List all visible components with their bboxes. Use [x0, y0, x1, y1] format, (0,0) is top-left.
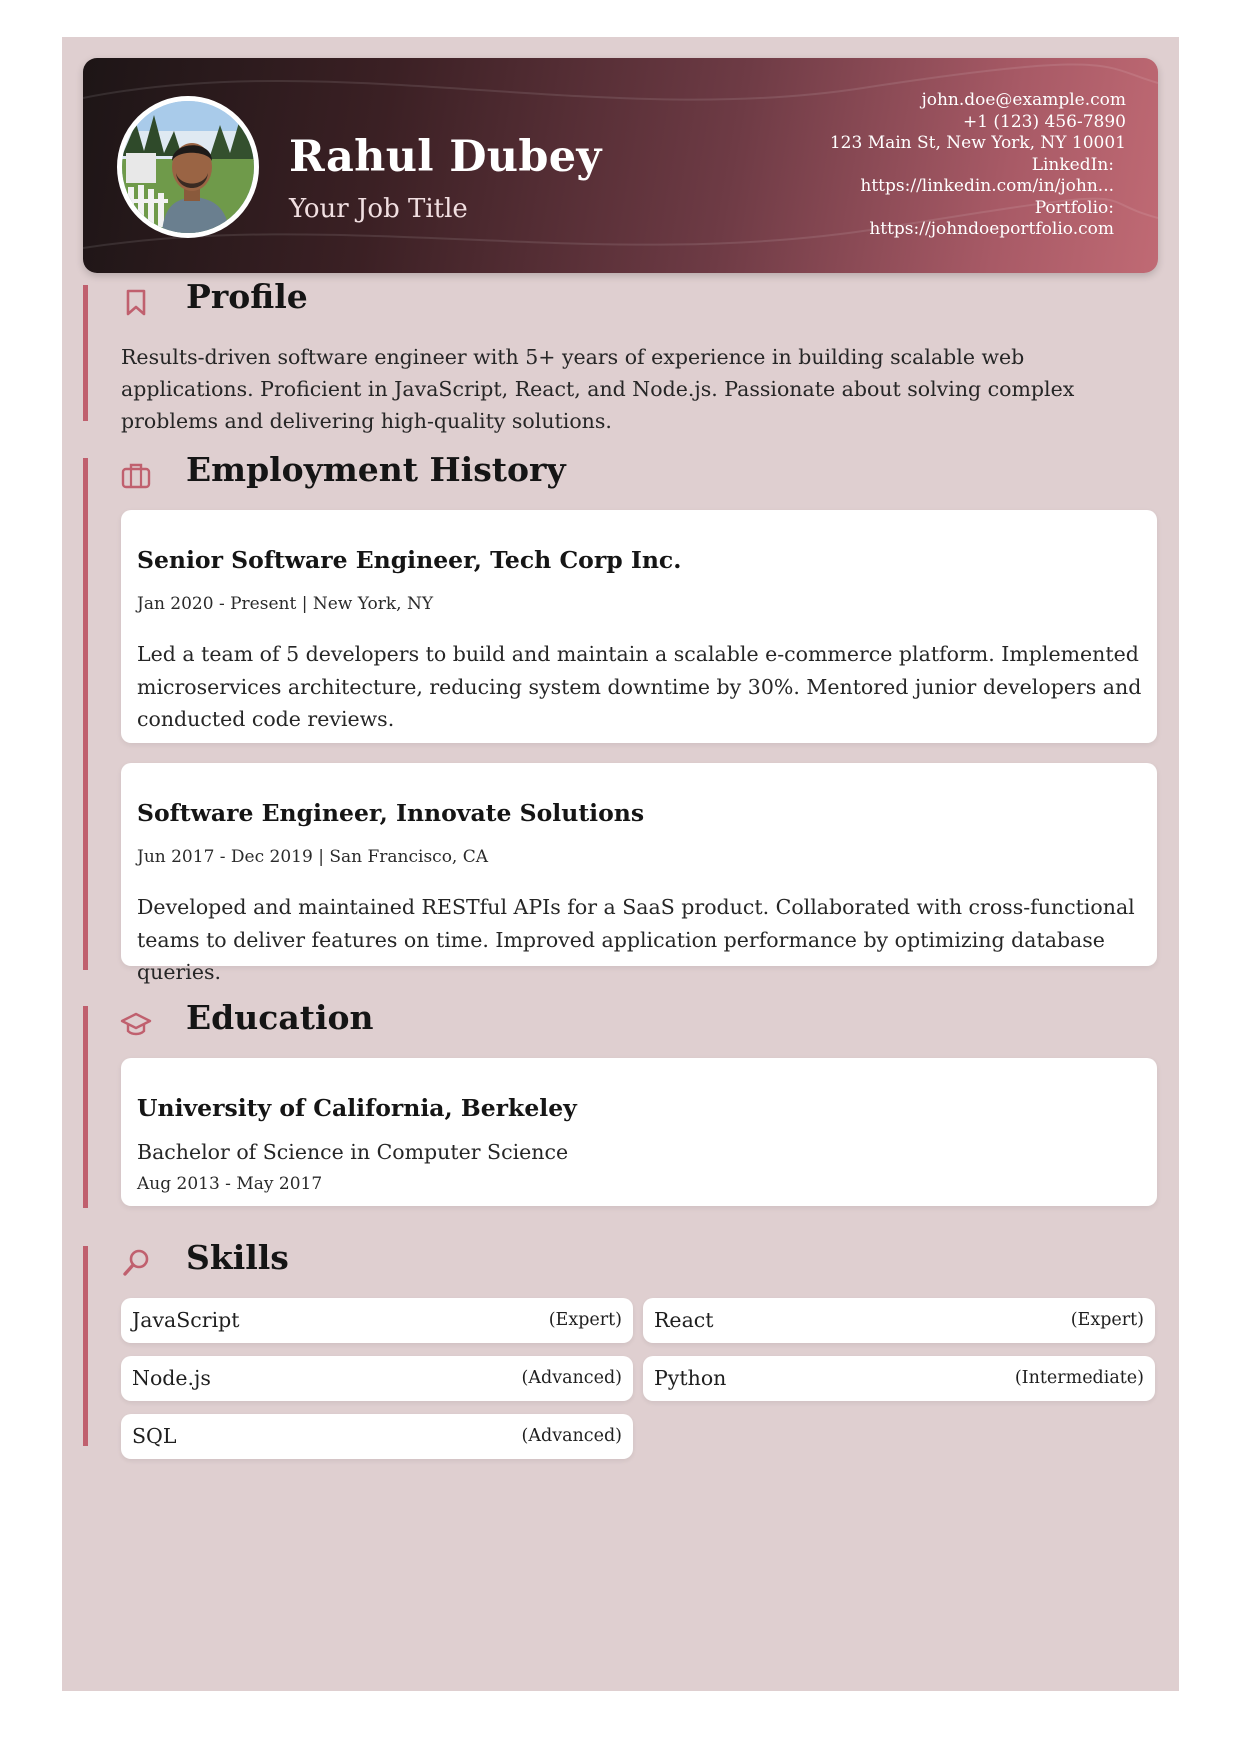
profile-summary: Results-driven software engineer with 5+ years of experience in building scalable web applications. Proficient in JavaScript, React, and Node.js. Passionate about solving complex problems and delivering high-quality solutions.	[121, 345, 1075, 433]
candidate-name: Rahul Dubey	[289, 132, 602, 182]
graduation-cap-icon	[119, 1006, 153, 1040]
education-card	[121, 1058, 1157, 1206]
job-title-company: Software Engineer, Innovate Solutions	[137, 799, 645, 827]
skill-item	[643, 1298, 1155, 1343]
section-title-employment: Employment History	[186, 450, 566, 489]
contact-email[interactable]: john.doe@example.com	[921, 90, 1126, 110]
skill-item	[121, 1298, 633, 1343]
profile-section	[83, 277, 1158, 433]
skill-level: (Intermediate)	[1014, 1368, 1144, 1388]
section-title-education: Education	[186, 998, 374, 1037]
degree: Bachelor of Science in Computer Science	[137, 1140, 569, 1164]
section-accent-bar	[83, 1246, 88, 1446]
section-title-profile: Profile	[186, 277, 308, 316]
skill-name: SQL	[132, 1424, 177, 1448]
contact-info	[830, 90, 1126, 241]
resume-header	[83, 58, 1158, 273]
avatar	[117, 96, 259, 238]
job-card	[121, 763, 1157, 984]
contact-phone[interactable]: +1 (123) 456-7890	[962, 111, 1126, 132]
education-dates: Aug 2013 - May 2017	[137, 1174, 323, 1194]
section-title-skills: Skills	[186, 1238, 289, 1277]
job-description: Developed and maintained RESTful APIs for a SaaS product. Collaborated with cross-functional teams to deliver features on time. Improved application performance by optimizing database queries.	[137, 895, 1135, 984]
skill-name: React	[654, 1308, 714, 1332]
job-card	[121, 510, 1157, 743]
section-accent-bar	[83, 458, 88, 970]
linkedin-label: LinkedIn:	[1031, 154, 1114, 175]
job-dates-location: Jun 2017 - Dec 2019 | San Francisco, CA	[137, 847, 489, 867]
job-title: Your Job Title	[289, 194, 468, 224]
linkedin-link[interactable]: https://linkedin.com/in/john...	[860, 176, 1114, 196]
bookmark-icon	[119, 285, 153, 319]
contact-address: 123 Main St, New York, NY 10001	[829, 133, 1126, 153]
skill-name: JavaScript	[132, 1308, 240, 1332]
magnifier-icon	[119, 1246, 153, 1280]
resume-page	[62, 37, 1179, 1691]
section-accent-bar	[83, 285, 88, 421]
section-accent-bar	[83, 1006, 88, 1208]
job-dates-location: Jan 2020 - Present | New York, NY	[137, 594, 434, 614]
skill-item	[121, 1414, 633, 1459]
skills-section	[83, 1238, 1158, 1448]
education-section	[83, 998, 1158, 1208]
job-title-company: Senior Software Engineer, Tech Corp Inc.	[137, 546, 682, 574]
employment-section	[83, 450, 1158, 984]
skill-level: (Expert)	[548, 1310, 622, 1330]
profile-photo	[122, 101, 254, 233]
skill-level: (Advanced)	[521, 1426, 622, 1446]
portfolio-link[interactable]: https://johndoeportfolio.com	[869, 219, 1114, 239]
portfolio-label: Portfolio:	[1034, 197, 1114, 218]
job-description: Led a team of 5 developers to build and maintain a scalable e-commerce platform. Implemented microservices architecture, reducing system downtime by 30%. Mentored junior developers and conducted code reviews.	[137, 642, 1142, 731]
briefcase-icon	[119, 458, 153, 492]
skill-level: (Advanced)	[521, 1368, 622, 1388]
skill-item	[643, 1356, 1155, 1401]
skill-name: Python	[654, 1366, 727, 1390]
skill-item	[121, 1356, 633, 1401]
skill-level: (Expert)	[1070, 1310, 1144, 1330]
skill-name: Node.js	[132, 1366, 211, 1390]
school-name: University of California, Berkeley	[137, 1094, 577, 1122]
